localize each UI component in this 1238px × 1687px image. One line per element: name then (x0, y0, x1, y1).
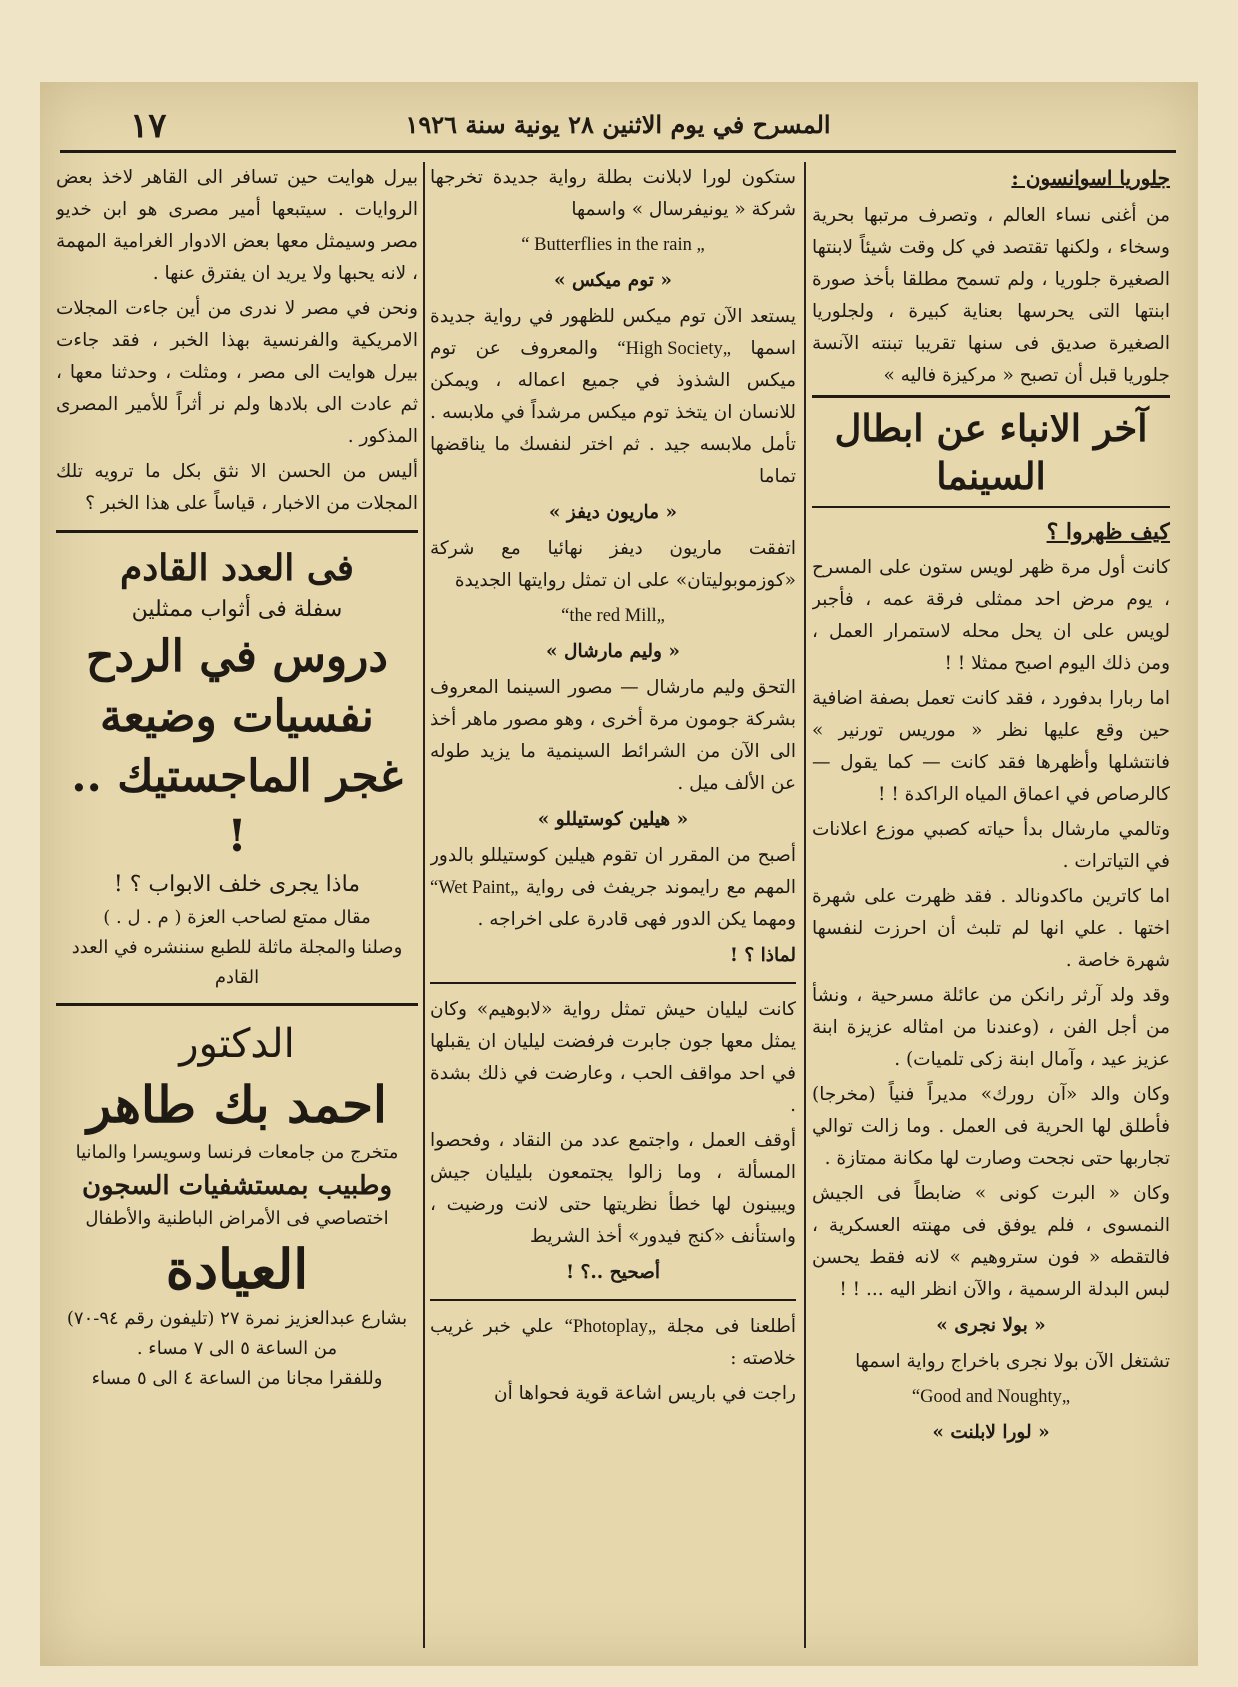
photoplay-text-a: أطلعنا فى مجلة (666, 1316, 796, 1337)
doctor-role: وطبيب بمستشفيات السجون (81, 1171, 393, 1201)
william-heading: « وليم مارشال » (546, 641, 680, 662)
next-issue-subtitle: سفلة فى أثواب ممثلين (131, 597, 343, 622)
doctor-specialty: اختصاصي فى الأمراض الباطنية والأطفال (85, 1208, 389, 1229)
next-issue-footnote: وصلنا والمجلة ماثلة للطبع سننشره في العدد القادم (71, 937, 403, 988)
next-issue-headline: دروس في الردح (85, 631, 389, 682)
tom-film-title: “High Society„ (617, 339, 731, 359)
film-title: “ Butterflies in the rain „ (521, 235, 705, 255)
paragraph: أوقف العمل ، واجتمع عدد من النقاد ، وفحصوا المسألة ، وما زالوا يجتمعون بليليان جيش ويبينون لها خطأ نظريتها حتى لانت ورضيت ، واستأنف «كنج فيدور» أخذ الشريط (430, 1130, 796, 1247)
section-subtitle: كيف ظهروا ؟ (1046, 519, 1170, 545)
divider (430, 1299, 796, 1301)
helen-film-title: “Wet Paint„ (430, 878, 519, 898)
page-header (60, 100, 1176, 153)
tom-text (430, 301, 796, 493)
paragraph: ستكون لورا لابلانت بطلة رواية جديدة تخرجها شركة « يونيفرسال » واسمها (430, 167, 796, 220)
paragraph: وكان والد «آن رورك» مديراً فنياً (مخرجا) فأطلق لها الحرية فى العمل . وما زالت توالي تجاربها حتى نجحت وصارت لها مكانة ممتازة . (812, 1084, 1170, 1169)
clinic-address: بشارع عبدالعزيز نمرة ٢٧ (تليفون رقم ٩٤-٧٠) (66, 1308, 408, 1329)
pola-heading: « بولا نجرى » (936, 1315, 1046, 1336)
pola-film-title: “Good and Noughty„ (911, 1387, 1071, 1407)
divider (56, 1003, 418, 1006)
next-issue-article: مقال ممتع لصاحب العزة ( م . ل . ) (103, 907, 371, 928)
helen-text-a: أصبح من المقرر ان تقوم هيلين كوستيللو بالدور المهم مع رايموند جريفث فى رواية (430, 845, 796, 898)
next-issue-headline: غجر الماجستيك .. ! (71, 751, 403, 862)
paragraph: ونحن في مصر لا ندرى من أين جاءت المجلات الامريكية والفرنسية بهذا الخبر ، فقد جاءت بيرل هوايت الى مصر ، ومثلت ، وحدثنا معها ، ثم عادت الى بلادها ولم نر أثراً للأمير المصرى المذكور . (56, 298, 418, 447)
column-rule (804, 162, 806, 1648)
helen-text (430, 840, 796, 936)
marion-film-title: “the red Mill„ (561, 606, 665, 626)
paragraph: أليس من الحسن الا نثق بكل ما ترويه تلك المجلات من الاخبار ، قياساً على هذا الخبر ؟ (56, 461, 418, 514)
doctor-title: الدكتور (179, 1021, 295, 1067)
divider (430, 982, 796, 984)
next-issue-title: فى العدد القادم (119, 547, 355, 589)
paragraph: اما كاترين ماكدونالد . فقد ظهرت على شهرة اختها . علي انها لم تلبث أن احرزت لنفسها شهرة خاصة . (812, 886, 1170, 971)
clinic-hours: من الساعة ٥ الى ٧ مساء . (136, 1338, 338, 1359)
tom-text-b: والمعروف عن توم ميكس الشذوذ في جميع اعماله ، ويمكن للانسان ان يتخذ توم ميكس مرشداً في ملابسه . تأمل ملابسه جيد . ثم اختر لنفسك ما يناقضها تماما (430, 338, 796, 487)
doctor-name: احمد بك طاهر (87, 1075, 387, 1134)
left-column (56, 162, 418, 1648)
column-rule (423, 162, 425, 1648)
clinic-free-hours: وللفقرا مجانا من الساعة ٤ الى ٥ مساء (91, 1368, 383, 1389)
paragraph: وكان « البرت كونى » ضابطاً فى الجيش النمسوى ، فلم يوفق فى مهنته العسكرية ، فالتقطه « فون ستروهيم » لانه فقط يحسن لبس البدلة الرسمية ، والآن انظر اليه ... ! ! (812, 1183, 1170, 1300)
marion-text: اتفقت ماريون ديفز نهائيا مع شركة «كوزموبوليتان» على ان تمثل روايتها الجديدة (430, 538, 796, 591)
newspaper-page (40, 82, 1198, 1666)
gloria-heading: جلوريا اسوانسون : (1011, 166, 1170, 190)
why-heading: لماذا ؟ ! (729, 945, 796, 966)
middle-column (430, 162, 796, 1648)
divider (56, 530, 418, 533)
magazine-title: “Photoplay„ (564, 1317, 657, 1337)
running-head: المسرح في يوم الاثنين ٢٨ يونية سنة ١٩٢٦ (405, 110, 831, 139)
section-title: آخر الانباء عن ابطال السينما (812, 395, 1170, 508)
helen-heading: « هيلين كوستيللو » (537, 809, 689, 830)
paragraph: كانت ليليان حيش تمثل رواية «لابوهيم» وكان يمثل معها جون جابرت فرفضت ليليان ان يقبلها في احد مواقف الحب ، وعارضت في ذلك بشدة . (430, 999, 796, 1116)
true-heading: أصحيح ..؟ ! (565, 1262, 661, 1283)
paragraph: كانت أول مرة ظهر لويس ستون على المسرح ، يوم مرض احد ممثلى فرقة عمه ، فأجبر لويس على ان يحل محله لاستمرار العمل ، ومن ذلك اليوم اصبح ممثلا ! ! (812, 557, 1170, 674)
photoplay-text-b: علي خبر غريب خلاصته : (430, 1316, 796, 1369)
paragraph: اما ربارا بدفورد ، فقد كانت تعمل بصفة اضافية حين وقع عليها نظر « موريس تورنير » فانتشلها وأظهرها فقد كانت — كما يقول — كالرصاص في اعماق المياه الراكدة ! ! (812, 688, 1170, 805)
next-issue-headline: نفسيات وضيعة (100, 691, 374, 742)
page-number: ١٧ (130, 106, 167, 146)
paragraph: وقد ولد آرثر رانكن من عائلة مسرحية ، ونشأ من أجل الفن ، (وعندنا من امثاله عزيزة ابنة عزيز عيد ، وآمال ابنة زكى تلميات) . (812, 985, 1170, 1070)
marion-heading: « ماريون ديفز » (548, 502, 678, 523)
pola-text: تشتغل الآن بولا نجرى باخراج رواية اسمها (855, 1351, 1170, 1372)
paragraph: وتالمي مارشال بدأ حياته كصبي موزع اعلانات في التياترات . (812, 819, 1170, 872)
tom-text-a: يستعد الآن توم ميكس للظهور في رواية جديدة اسمها (430, 306, 796, 359)
right-column (812, 162, 1170, 1648)
photoplay-text (430, 1311, 796, 1375)
william-text: التحق وليم مارشال — مصور السينما المعروف بشركة جومون مرة أخرى ، وهو مصور ماهر أخذ الى الآن من الشرائط السينمية ما يزيد طوله عن الألف ميل . (430, 677, 796, 794)
doctor-graduation: متخرج من جامعات فرنسا وسويسرا والمانيا (75, 1142, 399, 1163)
paragraph: بيرل هوايت حين تسافر الى القاهر لاخذ بعض الروايات . سيتبعها أمير مصرى هو ابن خديو مصر وسيمثل معها بعض الادوار الغرامية المهمة ، لانه يحبها ولا يريد ان يفترق عنها . (56, 167, 418, 284)
tom-heading: « توم ميكس » (554, 270, 672, 291)
paragraph: راجت في باريس اشاعة قوية فحواها أن (494, 1383, 796, 1404)
helen-text-b: ومهما يكن الدور فهى قادرة على اخراجه . (477, 909, 796, 930)
gloria-text: من أغنى نساء العالم ، وتصرف مرتبها بحرية وسخاء ، ولكنها تقتصد في كل وقت شيئاً لابنتها الصغيرة جلوريا ، ولم تسمح مطلقا بأخذ صورة ابنتها التى يحرسها بعناية كبيرة ، ولجلوريا الصغيرة صديق فى سنها تقريبا تبنته الآنسة جلوريا قبل أن تصبح « مركيزة فاليه » (812, 205, 1170, 386)
laura-heading: « لورا لابلنت » (932, 1422, 1050, 1443)
clinic-title: العيادة (165, 1237, 309, 1301)
next-issue-question: ماذا يجرى خلف الابواب ؟ ! (113, 872, 361, 897)
